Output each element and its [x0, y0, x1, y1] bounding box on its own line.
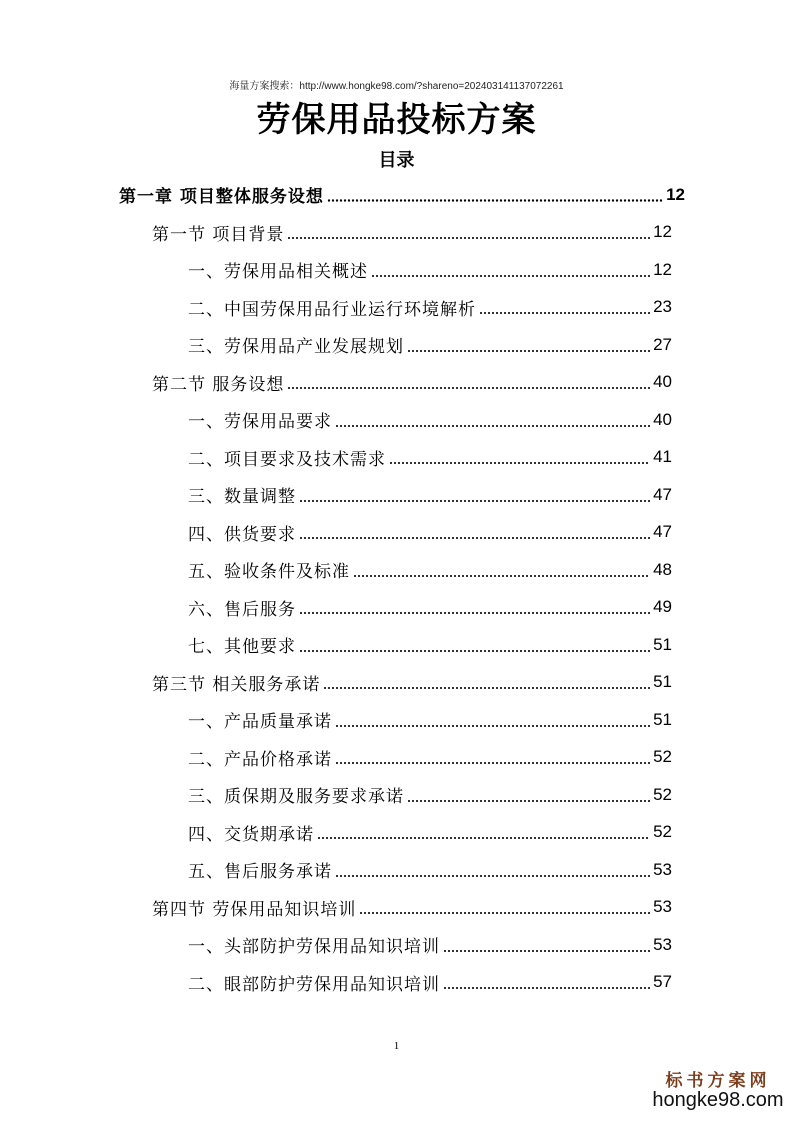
- toc-entry-item[interactable]: [188, 551, 672, 588]
- toc-entry-item[interactable]: [188, 701, 672, 738]
- toc-entry-page-number: 12: [653, 222, 672, 241]
- toc-entry-page-number: 52: [653, 784, 672, 804]
- toc-entry-page-number: 53: [653, 934, 672, 954]
- toc-entry-page-number: 40: [653, 409, 672, 429]
- toc-entry-label: 七、其他要求: [188, 637, 296, 657]
- toc-entry-item[interactable]: [188, 326, 672, 363]
- toc-entry-item[interactable]: [188, 401, 672, 438]
- toc-entry-label: 第一章 项目整体服务设想: [119, 187, 324, 207]
- toc-entry-item[interactable]: [188, 476, 672, 513]
- watermark-brand-text: 标书方案网: [665, 1071, 771, 1091]
- toc-entry-item[interactable]: [188, 776, 672, 813]
- toc-dot-leader: [479, 312, 650, 314]
- toc-entry-label: 三、劳保用品产业发展规划: [188, 337, 404, 357]
- toc-entry-item[interactable]: [188, 514, 672, 551]
- toc-entry-page-number: 47: [653, 484, 672, 504]
- toc-dot-leader: [299, 500, 650, 502]
- toc-entry-item[interactable]: [188, 926, 672, 963]
- toc-dot-leader: [287, 387, 650, 389]
- toc-dot-leader: [317, 837, 650, 839]
- toc-dot-leader: [299, 650, 650, 652]
- toc-dot-leader: [335, 425, 650, 427]
- toc-dot-leader: [359, 912, 650, 914]
- toc-entry-page-number: 57: [653, 972, 672, 991]
- toc-dot-leader: [407, 350, 650, 352]
- toc-entry-label: 二、中国劳保用品行业运行环境解析: [188, 299, 476, 320]
- toc-entry-page-number: 52: [653, 822, 672, 841]
- toc-entry-label: 二、产品价格承诺: [188, 749, 332, 770]
- toc-entry-label: 四、供货要求: [188, 524, 296, 545]
- toc-dot-leader: [443, 950, 650, 952]
- toc-entry-page-number: 40: [653, 372, 672, 391]
- toc-entry-page-number: 51: [653, 709, 672, 729]
- toc-entry-label: 二、项目要求及技术需求: [188, 449, 386, 470]
- toc-entry-section[interactable]: [152, 664, 672, 701]
- toc-dot-leader: [443, 987, 650, 989]
- toc-entry-page-number: 52: [653, 747, 672, 766]
- toc-entry-label: 一、头部防护劳保用品知识培训: [188, 937, 440, 957]
- toc-entry-section[interactable]: [152, 214, 672, 251]
- toc-entry-page-number: 53: [653, 897, 672, 916]
- toc-heading: 目录: [378, 150, 415, 171]
- toc-dot-leader: [323, 687, 650, 689]
- toc-entry-page-number: 41: [653, 447, 672, 466]
- page-number: 1: [393, 1040, 400, 1052]
- toc-dot-leader: [287, 237, 650, 239]
- toc-dot-leader: [299, 537, 650, 539]
- toc-entry-section[interactable]: [152, 364, 672, 401]
- toc-entry-label: 一、劳保用品相关概述: [188, 262, 368, 282]
- toc-entry-label: 一、劳保用品要求: [188, 412, 332, 432]
- toc-entry-label: 一、产品质量承诺: [188, 712, 332, 732]
- toc-dot-leader: [335, 725, 650, 727]
- header-search-line[interactable]: 海量方案搜索：http://www.hongke98.com/?shareno=202403141137072261: [229, 81, 564, 92]
- toc-dot-leader: [299, 612, 650, 614]
- toc-entry-item[interactable]: [188, 289, 672, 326]
- toc-entry-page-number: 23: [653, 297, 672, 316]
- toc-entry-label: 二、眼部防护劳保用品知识培训: [188, 974, 440, 995]
- toc-dot-leader: [389, 462, 650, 464]
- toc-entry-chapter[interactable]: [119, 176, 685, 213]
- toc-entry-item[interactable]: [188, 814, 672, 851]
- toc-entry-label: 第二节 服务设想: [152, 374, 285, 395]
- toc-entry-label: 五、验收条件及标准: [188, 562, 350, 582]
- toc-entry-label: 六、售后服务: [188, 599, 296, 620]
- toc-entry-label: 四、交货期承诺: [188, 824, 314, 845]
- toc-dot-leader: [353, 575, 650, 577]
- toc-entry-page-number: 12: [653, 259, 672, 279]
- toc-entry-page-number: 47: [653, 522, 672, 541]
- toc-dot-leader: [371, 275, 650, 277]
- toc-dot-leader: [407, 800, 650, 802]
- toc-entry-page-number: 53: [653, 859, 672, 879]
- toc-entry-page-number: 48: [653, 559, 672, 579]
- toc-entry-label: 五、售后服务承诺: [188, 862, 332, 882]
- toc-dot-leader: [335, 762, 650, 764]
- toc-entry-page-number: 51: [653, 634, 672, 654]
- toc-entry-page-number: 51: [653, 672, 672, 691]
- toc-entry-item[interactable]: [188, 851, 672, 888]
- toc-entry-label: 三、数量调整: [188, 487, 296, 507]
- toc-entry-label: 第三节 相关服务承诺: [152, 674, 321, 695]
- toc-entry-label: 第一节 项目背景: [152, 224, 285, 245]
- toc-entry-item[interactable]: [188, 626, 672, 663]
- watermark-domain-text: hongke98.com: [652, 1089, 784, 1111]
- toc-entry-item[interactable]: [188, 589, 672, 626]
- site-watermark: [648, 1066, 788, 1112]
- toc-entry-page-number: 49: [653, 597, 672, 616]
- toc-entry-label: 三、质保期及服务要求承诺: [188, 787, 404, 807]
- toc-entry-page-number: 27: [653, 334, 672, 354]
- toc-entry-item[interactable]: [188, 251, 672, 288]
- toc-dot-leader: [327, 199, 663, 202]
- toc-entry-item[interactable]: [188, 964, 672, 1001]
- toc-entry-section[interactable]: [152, 889, 672, 926]
- toc-entry-page-number: 12: [666, 184, 685, 204]
- document-title: 劳保用品投标方案: [256, 100, 537, 140]
- toc-entry-label: 第四节 劳保用品知识培训: [152, 899, 357, 920]
- toc-dot-leader: [335, 875, 650, 877]
- toc-entry-item[interactable]: [188, 439, 672, 476]
- toc-entry-item[interactable]: [188, 739, 672, 776]
